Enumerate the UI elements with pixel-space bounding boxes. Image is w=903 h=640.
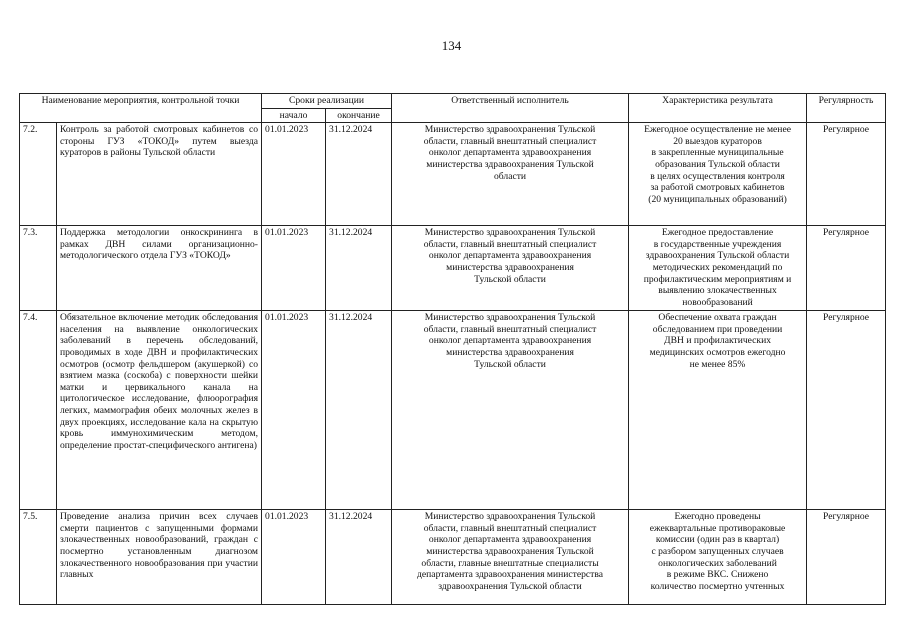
result-text: Обеспечение охвата граждан обследованием при проведении ДВН и профилактических медицинских осмотров ежегодно не менее 85%: [649, 312, 786, 370]
activities-table: [19, 93, 886, 605]
end-date: 31.12.2024: [326, 311, 392, 510]
row-number: 7.4.: [20, 311, 57, 510]
header-regularity: Регулярность: [807, 94, 886, 123]
header-terms: Сроки реализации: [262, 94, 392, 109]
page-number: 134: [441, 38, 462, 53]
result-characteristic: [629, 311, 807, 510]
regularity: Регулярное: [807, 123, 886, 226]
table-row: [20, 510, 886, 605]
activity-name: Поддержка методологии онкоскрининга в рамках ДВН силами организационно-методологического отдела ГУЗ «ТОКОД»: [57, 226, 262, 311]
end-date: 31.12.2024: [326, 226, 392, 311]
responsible-executor: [392, 311, 629, 510]
table-row: [20, 311, 886, 510]
start-date: 01.01.2023: [262, 123, 326, 226]
start-date: 01.01.2023: [262, 311, 326, 510]
result-characteristic: [629, 123, 807, 226]
end-date: 31.12.2024: [326, 510, 392, 605]
header-responsible: Ответственный исполнитель: [392, 94, 629, 123]
header-activity-name: Наименование мероприятия, контрольной точки: [20, 94, 262, 123]
responsible-text: Министерство здравоохранения Тульской области, главный внештатный специалист онколог департамента здравоохранения министерства здравоохранения Тульской области, главные внештатные специалисты департамента здравоохранения министерства здравоохранения Тульской области: [417, 511, 604, 592]
responsible-text: Министерство здравоохранения Тульской области, главный внештатный специалист онколог департамента здравоохранения министерства здравоохранения Тульской области: [423, 124, 597, 182]
start-date: 01.01.2023: [262, 226, 326, 311]
row-number: 7.2.: [20, 123, 57, 226]
responsible-executor: [392, 123, 629, 226]
end-date: 31.12.2024: [326, 123, 392, 226]
activity-name: Обязательное включение методик обследования населения на выявление онкологических заболеваний в перечень обследований, проводимых в ходе ДВН и профилактических осмотров (осмотр фельдшером (акушеркой) со взятием мазка (соскоба) с поверхности шейки матки и цервикального канала на цитологическое исследование, флюорография легких, маммография обеих молочных желез в двух проекциях, исследование кала на скрытую кровь иммунохимическим методом, определение простат-специфического антигена): [57, 311, 262, 510]
row-number: 7.5.: [20, 510, 57, 605]
responsible-executor: [392, 510, 629, 605]
start-date: 01.01.2023: [262, 510, 326, 605]
header-end: окончание: [326, 108, 392, 123]
responsible-text: Министерство здравоохранения Тульской области, главный внештатный специалист онколог департамента здравоохранения министерства здравоохранения Тульской области: [423, 312, 597, 370]
result-text: Ежегодное предоставление в государственные учреждения здравоохранения Тульской области методических рекомендаций по профилактическим мероприятиям и выявлению злокачественных новообразований: [643, 227, 792, 308]
header-result: Характеристика результата: [629, 94, 807, 123]
result-characteristic: [629, 510, 807, 605]
table-row: [20, 226, 886, 311]
responsible-executor: [392, 226, 629, 311]
activity-name: Контроль за работой смотровых кабинетов со стороны ГУЗ «ТОКОД» путем выезда кураторов в районы Тульской области: [57, 123, 262, 226]
row-number: 7.3.: [20, 226, 57, 311]
activity-name: Проведение анализа причин всех случаев смерти пациентов с запущенными формами злокачественных новообразований, граждан с посмертно установленным диагнозом злокачественного новообразования при участии главных: [57, 510, 262, 605]
regularity: Регулярное: [807, 226, 886, 311]
table-header-row: [20, 94, 886, 109]
header-start: начало: [262, 108, 326, 123]
regularity: Регулярное: [807, 510, 886, 605]
result-text: Ежегодное осуществление не менее 20 выездов кураторов в закрепленные муниципальные образования Тульской области в целях осуществления контроля за работой смотровых кабинетов (20 муниципальных образований): [644, 124, 791, 205]
table-row: [20, 123, 886, 226]
regularity: Регулярное: [807, 311, 886, 510]
result-characteristic: [629, 226, 807, 311]
responsible-text: Министерство здравоохранения Тульской области, главный внештатный специалист онколог департамента здравоохранения министерства здравоохранения Тульской области: [423, 227, 597, 285]
result-text: Ежегодно проведены ежеквартальные противораковые комиссии (один раз в квартал) с разбором запущенных случаев онкологических заболеваний в режиме ВКС. Снижено количество посмертно учтенных: [649, 511, 786, 592]
